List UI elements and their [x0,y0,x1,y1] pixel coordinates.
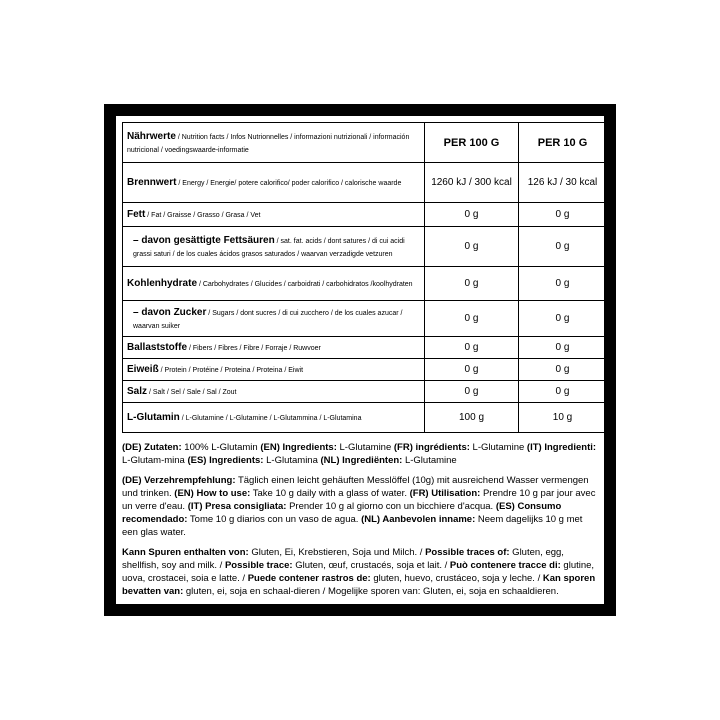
nutrition-label [116,116,604,604]
traces-de-label: Kann Spuren enthalten von: [122,547,249,558]
usage-nl-text: Neem dagelijks 10 g met een glas water. [122,514,583,538]
row-translations: / Protein / Protéine / Proteina / Proteina / Eiwit [158,367,304,374]
row-translations: / L-Glutamine / L-Glutamine / L-Glutammina / L-Glutamina [179,415,362,422]
table-row-protein [123,359,607,381]
table-row-l-glutamine [123,403,607,433]
usage-fr-label: (FR) Utilisation: [409,488,481,499]
ingredients-nl-text: L-Glutamine [402,455,457,466]
row-value-per-100g: 0 g [425,359,519,381]
traces-es-text: gluten, huevo, crustáceo, soja y leche. / [370,573,543,584]
usage-it-label: (IT) Presa consigliata: [187,501,287,512]
usage-en-text: Take 10 g daily with a glass of water. [250,488,410,499]
row-de-label: L-Glutamin [127,412,180,423]
usage-fr-text: Prendre 10 g par jour avec un verre d'eau. [122,488,596,512]
usage-nl-label: (NL) Aanbevolen inname: [361,514,476,525]
traces-fr-label: Possible trace: [224,560,293,571]
table-row-fiber [123,337,607,359]
row-label [133,306,420,332]
usage-es-label: (ES) Consumo recomendado: [122,501,562,525]
usage-de-label: (DE) Verzehrempfehlung: [122,475,236,486]
ingredients-it-label: (IT) Ingredienti: [526,442,597,453]
row-label-cell [123,337,425,359]
usage-paragraph [122,474,598,539]
ingredients-it-text: L-Glutam-mina [122,455,188,466]
row-label [127,277,420,290]
row-translations: / Fibers / Fibres / Fibre / Forraje / Ruwvoer [187,345,321,352]
nutrition-table [122,122,607,433]
row-value-per-100g: 0 g [425,203,519,227]
header-per-10g: PER 10 G [519,123,607,163]
header-nutrients-text [127,130,420,156]
row-de-label: Fett [127,209,146,220]
header-nutrients-cell [123,123,425,163]
table-row-sugars [123,301,607,337]
row-value-per-10g: 0 g [519,267,607,301]
row-label-cell [123,163,425,203]
traces-it-label: Può contenere tracce di: [449,560,561,571]
row-value-per-10g: 10 g [519,403,607,433]
table-row-carbohydrates [123,267,607,301]
traces-nl-text: gluten, ei, soja en schaal-dieren / Mogelijke sporen van: Gluten, ei, soja en schaaldieren. [183,586,559,597]
traces-nl-label: Kan sporen bevatten van: [122,573,596,597]
traces-paragraph [122,546,598,598]
row-translations: / Sugars / dont sucres / di cui zucchero / de los cuales azucar / waarvan suiker [133,309,403,330]
row-value-per-100g: 0 g [425,337,519,359]
row-value-per-10g: 126 kJ / 30 kcal [519,163,607,203]
row-label [127,176,420,189]
usage-de-text: Täglich einen leicht gehäuften Messlöffel (10g) mit ausreichend Wasser vermengen und trinken. [122,475,589,499]
traces-de-text: Gluten, Ei, Krebstieren, Soja und Milch. / [248,547,426,558]
ingredients-fr-text: L-Glutamine [469,442,527,453]
header-per-100g: PER 100 G [425,123,519,163]
row-label [127,363,420,376]
traces-es-label: Puede contener rastros de: [247,573,371,584]
row-translations: / sat. fat. acids / dont satures / di cui acidi grassi saturi / de los cuales ácidos grasos saturados / waarvan verzadigde vetzuren [133,237,405,258]
header-de-label: Nährwerte [127,130,176,142]
traces-en-text: Gluten, egg, shellfish, soy and milk. / [122,547,564,571]
row-value-per-10g: 0 g [519,227,607,267]
row-de-label: – davon Zucker [133,306,207,318]
row-label [127,411,420,424]
ingredients-en-text: L-Glutamine [336,442,394,453]
traces-it-text: glutine, uova, crostacei, soia e latte. / [122,560,595,584]
row-value-per-10g: 0 g [519,301,607,337]
usage-it-text: Prender 10 g al giorno con un bicchiere d'acqua. [286,501,496,512]
ingredients-paragraph [122,441,598,467]
row-de-label: Ballaststoffe [127,342,188,353]
row-translations: / Carbohydrates / Glucides / carboidrati / carbohidratos /koolhydraten [197,281,413,288]
row-label-cell [123,381,425,403]
row-label [127,385,420,398]
row-value-per-10g: 0 g [519,381,607,403]
ingredients-de-text: 100% L-Glutamin [181,442,261,453]
table-row-salt [123,381,607,403]
ingredients-en-label: (EN) Ingredients: [260,442,337,453]
table-header-row [123,123,607,163]
row-translations: / Energy / Energie/ potere calorifico/ poder calorifico / calorische waarde [176,180,402,187]
usage-en-label: (EN) How to use: [174,488,251,499]
row-de-label: Brennwert [127,177,177,188]
row-label [133,234,420,260]
table-row-fat [123,203,607,227]
traces-en-label: Possible traces of: [425,547,510,558]
row-value-per-100g: 1260 kJ / 300 kcal [425,163,519,203]
row-translations: / Fat / Graisse / Grasso / Grasa / Vet [145,212,261,219]
row-value-per-10g: 0 g [519,359,607,381]
row-value-per-10g: 0 g [519,203,607,227]
row-label-cell [123,227,425,267]
table-row-energy [123,163,607,203]
row-label-cell [123,203,425,227]
row-de-label: Salz [127,386,148,397]
ingredients-de-label: (DE) Zutaten: [122,442,182,453]
row-label [127,341,420,354]
row-value-per-100g: 0 g [425,227,519,267]
row-label-cell [123,267,425,301]
ingredients-nl-label: (NL) Ingrediënten: [320,455,403,466]
row-value-per-100g: 0 g [425,381,519,403]
label-panel-background [104,104,616,616]
row-label-cell [123,403,425,433]
info-section [122,441,598,598]
row-de-label: Kohlenhydrate [127,278,198,289]
ingredients-es-label: (ES) Ingredients: [187,455,264,466]
row-de-label: – davon gesättigte Fettsäuren [133,234,275,246]
row-value-per-100g: 0 g [425,267,519,301]
row-de-label: Eiweiß [127,364,159,375]
row-label [127,208,420,221]
traces-fr-text: Gluten, œuf, crustacés, soja et lait. / [292,560,450,571]
row-value-per-10g: 0 g [519,337,607,359]
row-value-per-100g: 0 g [425,301,519,337]
row-value-per-100g: 100 g [425,403,519,433]
ingredients-fr-label: (FR) ingrédients: [393,442,470,453]
row-label-cell [123,359,425,381]
row-translations: / Salt / Sel / Sale / Sal / Zout [147,389,237,396]
header-translations: / Nutrition facts / Infos Nutrionnelles / informazioni nutrizionali / información nutricional / voedingswaarde-informatie [127,133,410,154]
table-row-saturated-fat [123,227,607,267]
ingredients-es-text: L-Glutamina [263,455,321,466]
row-label-cell [123,301,425,337]
usage-es-text: Tome 10 g diarios con un vaso de agua. [187,514,362,525]
